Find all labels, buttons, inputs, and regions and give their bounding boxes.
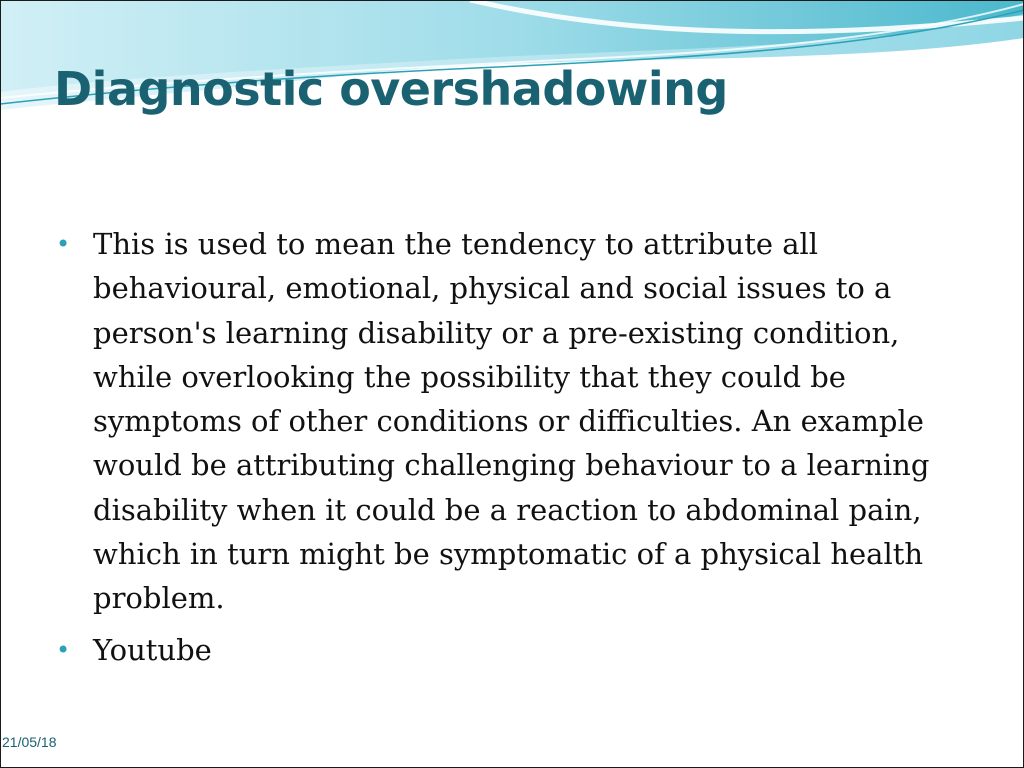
bullet-icon: • bbox=[56, 635, 71, 664]
bullet-icon: • bbox=[56, 230, 71, 258]
bullet-item-youtube[interactable] bbox=[56, 628, 976, 672]
bullet-list bbox=[56, 222, 976, 679]
bullet-text-definition: This is used to mean the tendency to attribute all behavioural, emotional, physical and social issues to a person's learning disability or a pre-existing condition, while overlooking the possibility that they could be symptoms of other conditions or difficulties. An example would be attributing challenging behaviour to a learning disability when it could be a reaction to abdominal pain, which in turn might be symptomatic of a physical health problem. bbox=[93, 227, 930, 616]
footer-date: 21/05/18 bbox=[2, 734, 57, 750]
youtube-link[interactable]: Youtube bbox=[93, 632, 212, 667]
slide-title: Diagnostic overshadowing bbox=[54, 62, 728, 116]
bullet-item-definition bbox=[56, 222, 976, 621]
